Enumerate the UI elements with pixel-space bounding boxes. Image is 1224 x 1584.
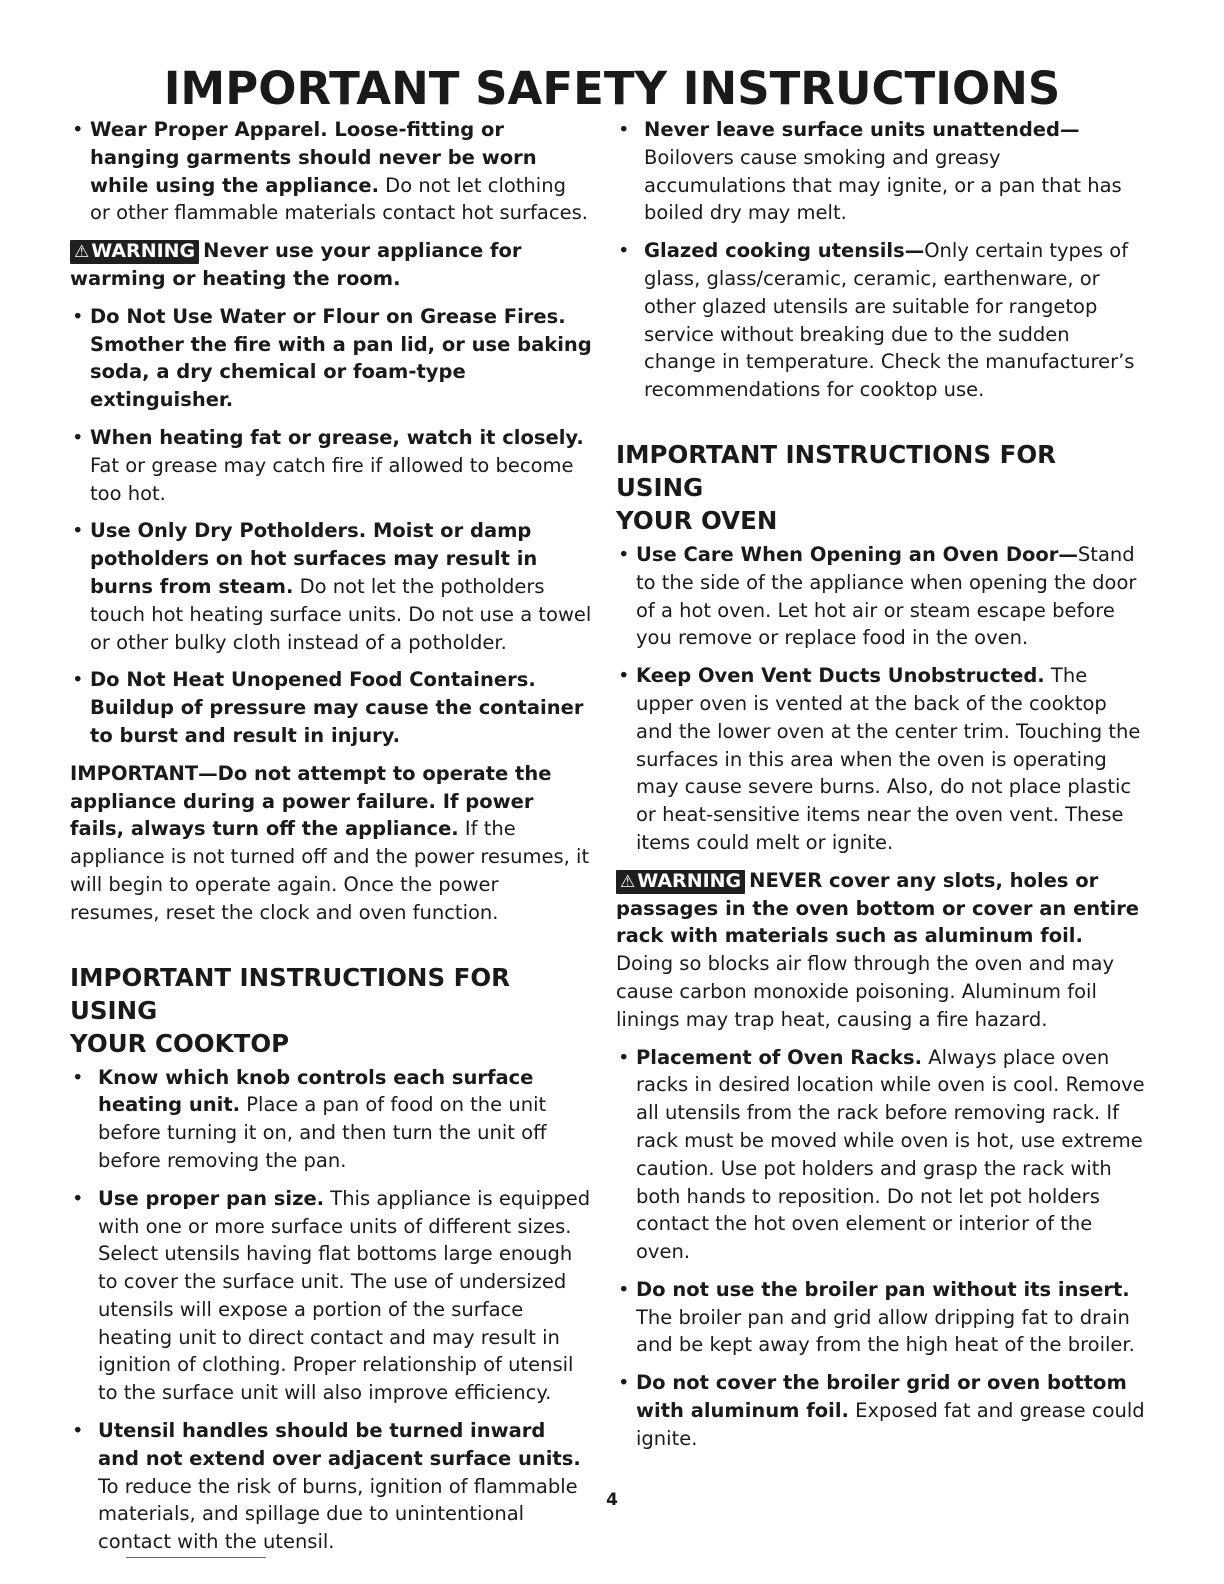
broiler-foil-heading: Do not cover the broiler grid or oven bottom with aluminum foil. xyxy=(636,1371,1127,1423)
potholders-item xyxy=(70,517,592,656)
oven-door-heading: Use Care When Opening an Oven Door— xyxy=(636,542,1078,566)
page-title: IMPORTANT SAFETY INSTRUCTIONS xyxy=(163,62,1061,115)
power-failure-heading: IMPORTANT—Do not attempt to operate the appliance during a power failure. If power fails, always turn off the appliance. xyxy=(70,761,552,841)
power-failure-paragraph xyxy=(70,760,592,927)
warning-triangle-icon: ⚠ xyxy=(620,871,636,892)
oven-section-heading xyxy=(616,438,1146,537)
warning-text: Never use your appliance for warming or heating the room. xyxy=(70,239,522,290)
containers-item xyxy=(70,666,592,749)
apparel-heading: Wear Proper Apparel. Loose-fitting or hanging garments should never be worn while using the appliance. xyxy=(90,118,537,197)
apparel-item xyxy=(70,116,592,227)
broiler-insert-text: The broiler pan and grid allow dripping fat to drain and be kept away from the high heat of the broiler. xyxy=(636,1305,1135,1357)
warning-label: WARNING xyxy=(637,869,742,892)
fat-grease-heading: When heating fat or grease, watch it closely. xyxy=(90,425,584,449)
right-column xyxy=(616,116,1146,1463)
potholders-text: Do not let the potholders touch hot heating surface units. Do not use a towel or other bulky cloth instead of a potholder. xyxy=(90,574,592,654)
glazed-text: Only certain types of glass, glass/ceramic, ceramic, earthenware, or other glazed utensils are suitable for rangetop service without breaking due to the sudden change in temperature. Check the manufacturer’s recommendations for cooktop use. xyxy=(644,239,1135,402)
glazed-item xyxy=(616,237,1146,404)
unattended-text: Boilovers cause smoking and greasy accumulations that may ignite, or a pan that has boiled dry may melt. xyxy=(644,145,1122,225)
cooktop-heading-line1: IMPORTANT INSTRUCTIONS FOR USING xyxy=(70,962,511,1025)
unattended-item xyxy=(616,116,1146,227)
knob-item xyxy=(70,1064,592,1175)
footer-rule xyxy=(126,1557,266,1558)
handles-heading: Utensil handles should be turned inward and not extend over adjacent surface units. xyxy=(98,1419,581,1470)
left-column xyxy=(70,116,592,1566)
fat-grease-text: Fat or grease may catch fire if allowed to become too hot. xyxy=(90,453,574,505)
warning-foil-text: Doing so blocks air flow through the oven and may cause carbon monoxide poisoning. Aluminum foil linings may trap heat, causing a fire hazard. xyxy=(616,952,1115,1031)
oven-vent-item xyxy=(616,662,1146,857)
oven-vent-heading: Keep Oven Vent Ducts Unobstructed. xyxy=(636,664,1045,688)
warning-triangle-icon: ⚠ xyxy=(74,242,90,263)
warning-label: WARNING xyxy=(91,240,196,263)
oven-vent-text: The upper oven is vented at the back of the cooktop and the lower oven at the center trim. Touching the surfaces in this area when the oven is operating may cause severe burns. Also, do not place plastic or heat-sensitive items near the oven vent. These items could melt or ignite. xyxy=(636,664,1141,854)
unattended-heading: Never leave surface units unattended— xyxy=(644,118,1080,141)
broiler-insert-heading: Do not use the broiler pan without its insert. xyxy=(636,1277,1130,1301)
oven-door-text: Stand to the side of the appliance when opening the door of a hot oven. Let hot air or steam escape before you remove or replace food in the oven. xyxy=(636,542,1137,650)
oven-heading-line2: YOUR OVEN xyxy=(616,505,778,535)
pan-size-heading: Use proper pan size. xyxy=(98,1186,325,1210)
containers-heading: Do Not Heat Unopened Food Containers. Buildup of pressure may cause the container to burst and result in injury. xyxy=(90,668,584,747)
handles-item xyxy=(70,1417,592,1556)
apparel-text: Do not let clothing or other flammable materials contact hot surfaces. xyxy=(90,173,588,225)
broiler-foil-text: Exposed fat and grease could ignite. xyxy=(636,1399,1145,1450)
warning-badge xyxy=(70,240,199,264)
grease-fires-heading: Do Not Use Water or Flour on Grease Fires. Smother the fire with a pan lid, or use baking soda, a dry chemical or foam-type extinguisher. xyxy=(90,304,592,412)
page-number: 4 xyxy=(606,1490,618,1510)
knob-text: Place a pan of food on the unit before turning it on, and then turn the unit off before removing the pan. xyxy=(98,1093,547,1172)
oven-racks-item xyxy=(616,1044,1146,1266)
power-failure-text: If the appliance is not turned off and the power resumes, it will begin to operate again. Once the power resumes, reset the clock and oven function. xyxy=(70,817,590,924)
cooktop-heading-line2: YOUR COOKTOP xyxy=(70,1028,290,1058)
pan-size-text: This appliance is equipped with one or more surface units of different sizes. Select utensils having flat bottoms large enough to cover the surface unit. The use of undersized utensils will expose a portion of the surface heating unit to direct contact and may result in ignition of clothing. Proper relationship of utensil to the surface unit will also improve efficiency. xyxy=(98,1186,591,1405)
grease-fires-item xyxy=(70,303,592,414)
warning-aluminum-foil xyxy=(616,867,1146,1034)
warning-badge xyxy=(616,870,745,894)
oven-heading-line1: IMPORTANT INSTRUCTIONS FOR USING xyxy=(616,439,1057,502)
fat-grease-item xyxy=(70,424,592,507)
pan-size-item xyxy=(70,1185,592,1407)
warning-foil-heading: NEVER cover any slots, holes or passages in the oven bottom or cover an entire rack with materials such as aluminum foil. xyxy=(616,868,1140,948)
glazed-heading: Glazed cooking utensils— xyxy=(644,239,925,263)
potholders-heading: Use Only Dry Potholders. Moist or damp potholders on hot surfaces may result in burns from steam. xyxy=(90,519,538,598)
oven-door-item xyxy=(616,541,1146,652)
broiler-insert-item xyxy=(616,1276,1146,1359)
cooktop-section-heading xyxy=(70,961,592,1060)
warning-heating-room xyxy=(70,237,592,293)
broiler-foil-item xyxy=(616,1369,1146,1452)
handles-text: To reduce the risk of burns, ignition of flammable materials, and spillage due to unintentional contact with the utensil. xyxy=(98,1474,578,1554)
knob-heading: Know which knob controls each surface heating unit. xyxy=(98,1065,534,1117)
oven-racks-text: Always place oven racks in desired location while oven is cool. Remove all utensils from the rack before removing rack. If rack must be moved while oven is hot, use extreme caution. Use pot holders and grasp the rack with both hands to reposition. Do not let pot holders contact the hot oven element or interior of the oven. xyxy=(636,1045,1145,1264)
oven-racks-heading: Placement of Oven Racks. xyxy=(636,1045,923,1069)
